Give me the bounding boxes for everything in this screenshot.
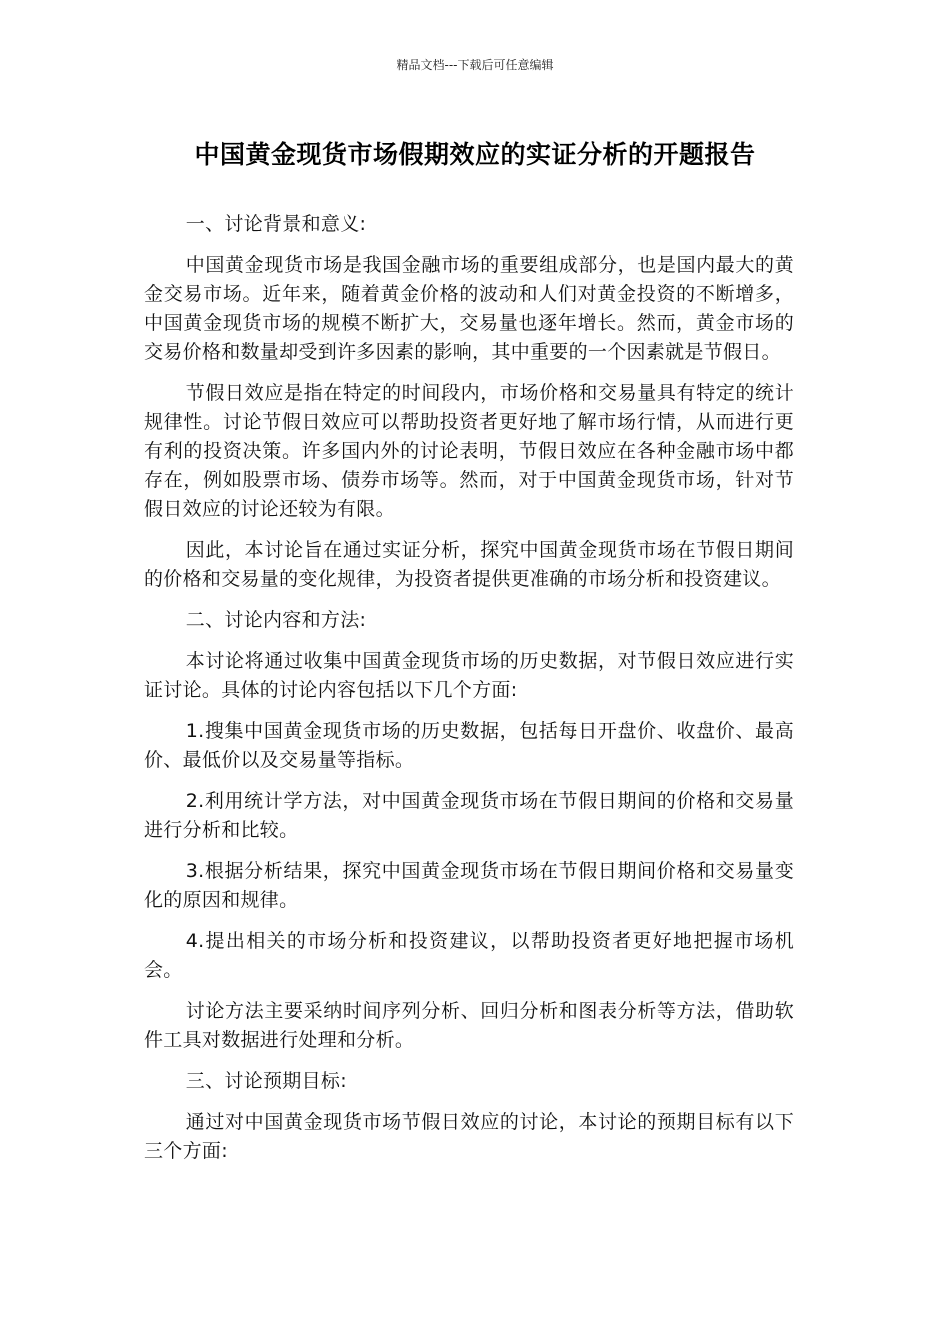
section-heading-background: 一、讨论背景和意义: <box>185 213 367 235</box>
header-note: 精品文档---下载后可任意编辑 <box>396 58 554 72</box>
list-item-2: 2.利用统计学方法，对中国黄金现货市场在节假日期间的价格和交易量进行分析和比较。 <box>144 790 794 841</box>
section-heading-content-method: 二、讨论内容和方法: <box>185 609 367 631</box>
paragraph-research-aim: 因此，本讨论旨在通过实证分析，探究中国黄金现货市场在节假日期间的价格和交易量的变化规律，为投资者提供更准确的市场分析和投资建议。 <box>144 539 794 590</box>
list-item-4: 4.提出相关的市场分析和投资建议，以帮助投资者更好地把握市场机会。 <box>144 930 794 981</box>
list-item-1: 1.搜集中国黄金现货市场的历史数据，包括每日开盘价、收盘价、最高价、最低价以及交易量等指标。 <box>144 720 794 771</box>
paragraph-content-intro: 本讨论将通过收集中国黄金现货市场的历史数据，对节假日效应进行实证讨论。具体的讨论内容包括以下几个方面: <box>144 650 794 701</box>
document-body <box>144 210 794 1178</box>
paragraph-holiday-effect: 节假日效应是指在特定的时间段内，市场价格和交易量具有特定的统计规律性。讨论节假日效应可以帮助投资者更好地了解市场行情，从而进行更有利的投资决策。许多国内外的讨论表明，节假日效应在各种金融市场中都存在，例如股票市场、债券市场等。然而，对于中国黄金现货市场，针对节假日效应的讨论还较为有限。 <box>144 382 794 520</box>
section-heading-goals: 三、讨论预期目标: <box>185 1070 347 1092</box>
list-item-3: 3.根据分析结果，探究中国黄金现货市场在节假日期间价格和交易量变化的原因和规律。 <box>144 860 794 911</box>
paragraph-methods: 讨论方法主要采纳时间序列分析、回归分析和图表分析等方法，借助软件工具对数据进行处理和分析。 <box>144 1000 794 1051</box>
document-title: 中国黄金现货市场假期效应的实证分析的开题报告 <box>194 140 756 169</box>
paragraph-goals-intro: 通过对中国黄金现货市场节假日效应的讨论，本讨论的预期目标有以下三个方面: <box>144 1111 794 1162</box>
paragraph-market-overview: 中国黄金现货市场是我国金融市场的重要组成部分，也是国内最大的黄金交易市场。近年来，随着黄金价格的波动和人们对黄金投资的不断增多，中国黄金现货市场的规模不断扩大，交易量也逐年增长。然而，黄金市场的交易价格和数量却受到许多因素的影响，其中重要的一个因素就是节假日。 <box>144 254 794 363</box>
